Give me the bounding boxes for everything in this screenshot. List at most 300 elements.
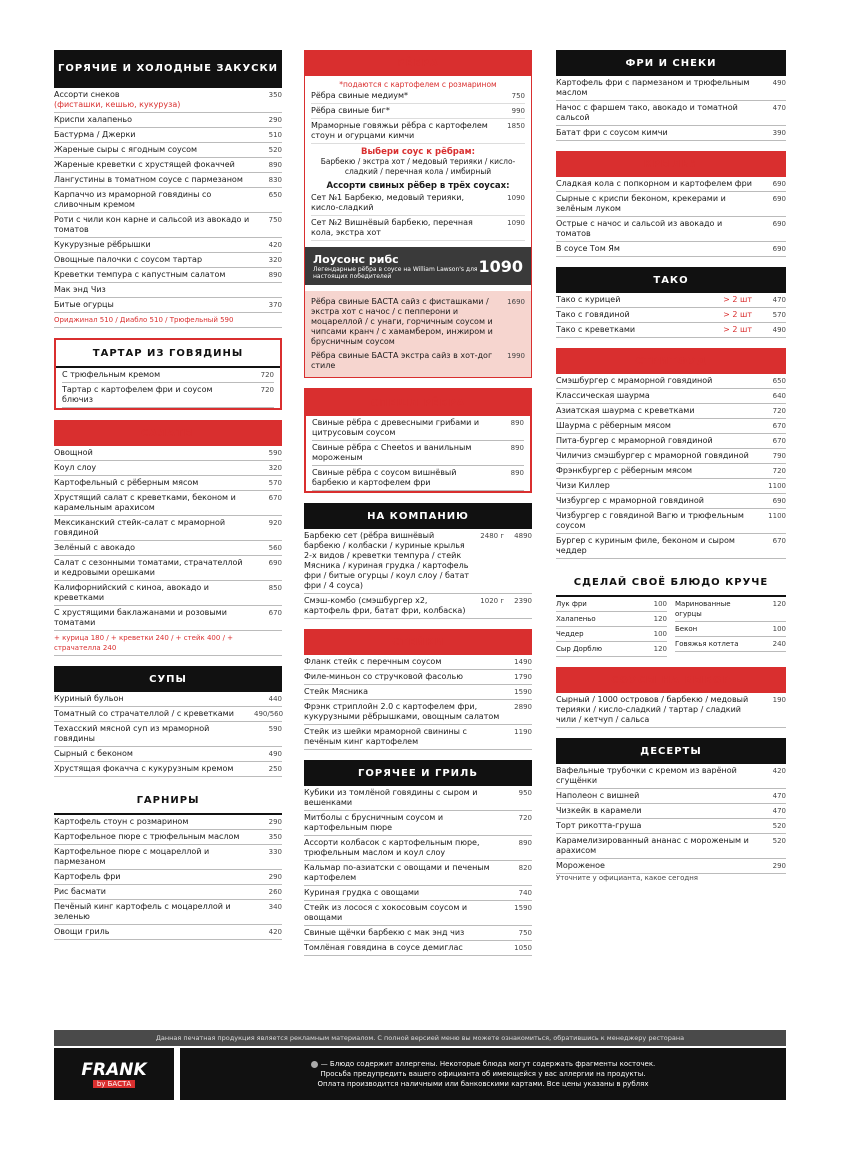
menu-item — [556, 804, 786, 819]
brand-logo — [54, 1048, 174, 1100]
menu-item — [556, 859, 786, 874]
mac-variants: Ориджинал 510 / Диабло 510 / Трюфельный 590 — [54, 313, 282, 328]
item-price: 690 — [772, 180, 786, 188]
item-price: 1190 — [514, 728, 532, 736]
item-price: 690 — [772, 497, 786, 505]
footer — [54, 1048, 786, 1100]
banner-title: Лоусонс рибс — [313, 252, 399, 266]
menu-item — [311, 349, 525, 373]
item-name: Коул слоу — [54, 463, 97, 472]
ribs-list — [311, 89, 525, 144]
menu-item — [556, 177, 786, 192]
section-street — [556, 348, 786, 559]
addons-left — [556, 597, 667, 657]
item-name: Тако с курицей — [556, 295, 621, 304]
item-name: Стейк из шейки мраморной свинины с печёным кинг картофелем — [304, 727, 467, 746]
menu-item — [556, 534, 786, 559]
item-name: Овощной — [54, 448, 93, 457]
item-price: 350 — [268, 833, 282, 841]
item-price: 1690 — [507, 298, 525, 306]
sauces-row — [556, 693, 786, 728]
section-title: ТАКО — [556, 267, 786, 293]
item-name: Митболы с брусничным соусом и картофельным пюре — [304, 813, 444, 832]
sauces-text: Сырный / 1000 островов / барбекю / медовый терияки / кисло-сладкий / тартар / сладкий чили / кетчуп / сальса — [556, 695, 749, 724]
item-price: 100 — [772, 625, 786, 633]
section-special-ribs — [304, 388, 532, 493]
street-list — [556, 374, 786, 559]
item-name: Рёбра свиные БАСТА экстра сайз в хот-дог стиле — [311, 351, 493, 370]
footer-note-2: Просьба предупредить вашего официанта об имеющейся у вас аллергии на продукты. — [320, 1070, 646, 1078]
item-name: Кукурузные рёбрышки — [54, 240, 151, 249]
menu-item — [311, 295, 525, 349]
item-name: Техасский мясной суп из мраморной говядины — [54, 724, 210, 743]
item-name: Вафельные трубочки с кремом из варёной сгущёнки — [556, 766, 737, 785]
sauce-list: Барбекю / экстра хот / медовый терияки / кисло-сладкий / перечная кола / имбирный — [320, 157, 516, 176]
section-hot-cold — [54, 50, 282, 328]
menu-item — [54, 283, 282, 298]
item-price: 120 — [653, 645, 667, 653]
item-price: 520 — [772, 822, 786, 830]
item-name: Филе-миньон со стручковой фасолью — [304, 672, 463, 681]
item-name: Битые огурцы — [54, 300, 114, 309]
item-price: 1850 — [507, 122, 525, 130]
item-price: 890 — [268, 271, 282, 279]
section-title: СДЕЛАЙ СВОЁ БЛЮДО КРУЧЕ — [556, 569, 786, 597]
item-price: 890 — [510, 419, 524, 427]
item-price: 690 — [772, 245, 786, 253]
item-price: 750 — [518, 929, 532, 937]
section-title: ГОРЯЧЕЕ И ГРИЛЬ — [304, 760, 532, 786]
menu-item — [304, 655, 532, 670]
item-name: С хрустящими баклажанами и розовыми томатами — [54, 608, 227, 627]
footer-note-3: Оплата производится наличными или банковскими картами. Все цены указаны в рублях — [317, 1080, 649, 1088]
menu-item — [54, 925, 282, 940]
menu-item — [54, 581, 282, 606]
qty-badge: > 2 шт — [723, 295, 752, 304]
menu-item — [556, 419, 786, 434]
sauce-title: Выбери соус к рёбрам: — [361, 147, 475, 157]
menu-item — [675, 637, 786, 652]
item-price: 790 — [772, 452, 786, 460]
item-name: Томатный со страчателлой / с креветками — [54, 709, 234, 718]
item-name: Бекон — [675, 625, 698, 633]
section-soups — [54, 666, 282, 777]
item-name: Мороженое — [556, 861, 605, 870]
menu-item — [304, 941, 532, 956]
item-name: Пита-бургер с мраморной говядиной — [556, 436, 713, 445]
item-price: 670 — [772, 437, 786, 445]
item-name: Картофельное пюре с моцареллой и пармезаном — [54, 847, 210, 866]
menu-item — [54, 845, 282, 870]
section-title: САЛАТЫ — [54, 420, 282, 446]
menu-item — [54, 213, 282, 238]
item-name: Батат фри с соусом кимчи — [556, 128, 668, 137]
section-title: СТЕЙКИ — [304, 629, 532, 655]
menu-item — [675, 597, 786, 622]
menu-item — [304, 836, 532, 861]
item-price: 560 — [268, 544, 282, 552]
item-name: Сладкая кола с попкорном и картофелем фри — [556, 179, 752, 188]
menu-item — [311, 89, 525, 104]
item-name: Зелёный с авокадо — [54, 543, 135, 552]
section-wings — [556, 151, 786, 257]
item-name: Говяжья котлета — [675, 640, 739, 648]
item-name: Мексиканский стейк-салат с мраморной говядиной — [54, 518, 226, 537]
menu-item — [62, 368, 274, 383]
item-name: Сырный с беконом — [54, 749, 133, 758]
menu-item — [556, 293, 786, 308]
item-name: Свиные рёбра с Cheetos и ванильным мороженым — [312, 443, 472, 462]
item-price: 720 — [772, 407, 786, 415]
menu-item — [556, 479, 786, 494]
item-name: Смэшбургер с мраморной говядиной — [556, 376, 713, 385]
section-title: СТРИТФУД — [556, 348, 786, 374]
menu-item — [304, 901, 532, 926]
item-name: Салат с сезонными томатами, страчателлой и кедровыми орешками — [54, 558, 243, 577]
item-name: Чизи Киллер — [556, 481, 610, 490]
item-name: Карпаччо из мраморной говядины со сливочным кремом — [54, 190, 212, 209]
menu-item — [556, 374, 786, 389]
item-price: 250 — [268, 765, 282, 773]
menu-item — [304, 861, 532, 886]
menu-item — [54, 238, 282, 253]
item-price: 420 — [772, 767, 786, 775]
section-title: ГОРЯЧИЕ И ХОЛОДНЫЕ ЗАКУСКИ — [54, 50, 282, 88]
menu-item — [54, 476, 282, 491]
item-name: Чиличиз смэшбургер с мраморной говядиной — [556, 451, 749, 460]
item-name: Смэш-комбо (смэшбургер х2, картофель фри, батат фри, колбаска) — [304, 596, 466, 615]
menu-item — [304, 811, 532, 836]
item-name: Картофельный с рёберным мясом — [54, 478, 199, 487]
item-price: 390 — [772, 129, 786, 137]
menu-item — [304, 670, 532, 685]
menu-item — [54, 885, 282, 900]
salads-list — [54, 446, 282, 631]
item-subtitle: (фисташки, кешью, кукуруза) — [54, 100, 181, 109]
item-name: Сет №2 Вишнёвый барбекю, перечная кола, экстра хот — [311, 218, 473, 237]
menu-item — [54, 707, 282, 722]
column-middle — [304, 50, 532, 966]
menu-item — [54, 461, 282, 476]
item-name: Хрустящий салат с креветками, беконом и карамельным арахисом — [54, 493, 236, 512]
menu-item — [556, 509, 786, 534]
menu-item — [54, 606, 282, 631]
menu-item — [304, 685, 532, 700]
item-name: Лангустины в томатном соусе с пармезаном — [54, 175, 243, 184]
item-price: 350 — [268, 91, 282, 99]
item-name: Жареные креветки с хрустящей фокаччей — [54, 160, 235, 169]
item-price: 490 — [772, 326, 786, 334]
menu-item — [556, 642, 667, 657]
wings-list — [556, 177, 786, 257]
menu-item — [675, 622, 786, 637]
menu-item — [54, 747, 282, 762]
item-name: С трюфельным кремом — [62, 370, 161, 379]
logo-sub: by БАСТА — [93, 1080, 135, 1088]
section-make-cooler — [556, 569, 786, 657]
addons-right — [675, 597, 786, 657]
desserts-list — [556, 764, 786, 874]
item-name: Креветки темпура с капустным салатом — [54, 270, 226, 279]
item-price: 670 — [268, 609, 282, 617]
item-name: Чеддер — [556, 630, 584, 638]
item-price: 490/560 — [254, 710, 284, 718]
menu-item — [54, 158, 282, 173]
menu-item — [54, 113, 282, 128]
menu-item — [556, 126, 786, 141]
menu-item — [556, 323, 786, 338]
menu-item — [304, 886, 532, 901]
menu-item — [311, 119, 525, 144]
item-price: 1090 — [507, 194, 525, 202]
item-name: Свиные щёчки барбекю с мак энд чиз — [304, 928, 465, 937]
item-name: Тако с говядиной — [556, 310, 630, 319]
menu-item — [311, 216, 525, 241]
item-price: 2390 — [514, 597, 532, 605]
item-name: Печёный кинг картофель с моцареллой и зеленью — [54, 902, 231, 921]
menu-item — [304, 529, 532, 594]
item-price: 260 — [268, 888, 282, 896]
menu-item — [304, 700, 532, 725]
item-name: Тартар с картофелем фри и соусом блючиз — [62, 385, 213, 404]
item-price: 650 — [268, 191, 282, 199]
menu-item — [54, 268, 282, 283]
menu-item — [54, 870, 282, 885]
item-price: 950 — [518, 789, 532, 797]
item-price: 290 — [772, 862, 786, 870]
item-name: Чизкейк в карамели — [556, 806, 642, 815]
menu-item — [54, 173, 282, 188]
item-name: Рёбра свиные БАСТА сайз с фисташками / экстра хот с начос / с пепперони и моцареллой / с унаги, горчичным соусом и чипсами кранч / с хамамбером, инжиром и брусничным соусом — [311, 297, 493, 346]
section-salads — [54, 420, 282, 656]
item-price: 470 — [772, 296, 786, 304]
menu-item — [312, 416, 524, 441]
item-price: 100 — [653, 630, 667, 638]
item-price: 420 — [268, 928, 282, 936]
section-company — [304, 503, 532, 619]
item-name: Тако с креветками — [556, 325, 636, 334]
section-title: ФРИ И СНЕКИ — [556, 50, 786, 76]
item-name: Сырные с криспи беконом, крекерами и зелёным луком — [556, 194, 726, 213]
item-name: Фланк стейк с перечным соусом — [304, 657, 442, 666]
menu-item — [556, 404, 786, 419]
menu-item — [54, 722, 282, 747]
item-price: 120 — [653, 615, 667, 623]
menu-item — [556, 819, 786, 834]
item-name: Сыр Дорблю — [556, 645, 602, 653]
item-name: Картофель стоун с розмарином — [54, 817, 189, 826]
section-title: ГАРНИРЫ — [54, 787, 282, 815]
item-name: Картофель фри с пармезаном и трюфельным маслом — [556, 78, 750, 97]
menu-item — [312, 466, 524, 491]
item-price: 490 — [772, 79, 786, 87]
item-price: 890 — [268, 161, 282, 169]
item-name: Мак энд Чиз — [54, 285, 106, 294]
menu-item — [556, 764, 786, 789]
item-price: 470 — [772, 792, 786, 800]
item-price: 650 — [772, 377, 786, 385]
item-name: Острые с начос и сальсой из авокадо и томатов — [556, 219, 723, 238]
menu-item — [311, 104, 525, 119]
menu-item — [556, 597, 667, 612]
allergen-icon — [311, 1061, 318, 1068]
item-price: 890 — [510, 469, 524, 477]
item-name: Ассорти снеков — [54, 90, 120, 99]
item-price: 890 — [518, 839, 532, 847]
menu-item — [556, 76, 786, 101]
menu-item — [54, 516, 282, 541]
item-price: 830 — [268, 176, 282, 184]
item-name: Жареные сыры с ягодным соусом — [54, 145, 198, 154]
steaks-list — [304, 655, 532, 750]
item-name: Шаурма с рёберным мясом — [556, 421, 671, 430]
item-price: 1050 — [514, 944, 532, 952]
item-name: Хрустящая фокачча с кукурузным кремом — [54, 764, 234, 773]
menu-item — [556, 449, 786, 464]
item-name: Калифорнийский с киноа, авокадо и креветками — [54, 583, 210, 602]
fries-list — [556, 76, 786, 141]
footer-notes — [180, 1048, 786, 1100]
item-name: Наполеон с вишней — [556, 791, 640, 800]
section-title: КРЫЛЬЯ — [556, 151, 786, 177]
item-price: 290 — [268, 873, 282, 881]
item-price: 920 — [268, 519, 282, 527]
menu-item — [54, 88, 282, 113]
item-name: Овощные палочки с соусом тартар — [54, 255, 203, 264]
menu-item — [54, 762, 282, 777]
section-desserts — [556, 738, 786, 882]
item-name: Кубики из томлёной говядины с сыром и вешенками — [304, 788, 478, 807]
item-price: 820 — [518, 864, 532, 872]
menu-item — [54, 541, 282, 556]
set-title: Ассорти свиных рёбер в трёх соусах: — [326, 181, 510, 191]
menu-item — [556, 834, 786, 859]
menu-item — [54, 900, 282, 925]
item-name: Бастурма / Джерки — [54, 130, 136, 139]
item-name: Рис басмати — [54, 887, 106, 896]
addons-grid — [556, 597, 786, 657]
banner-subtitle: Легендарные рёбра в соусе на William Lawson's для настоящих победителей — [313, 265, 478, 280]
item-price: 370 — [268, 301, 282, 309]
menu-item — [304, 594, 532, 619]
item-name: Кальмар по-азиатски с овощами и печеным картофелем — [304, 863, 490, 882]
item-price: 850 — [268, 584, 282, 592]
item-name: Куриный бульон — [54, 694, 124, 703]
basta-list — [305, 291, 531, 377]
menu-item — [54, 188, 282, 213]
menu-item — [556, 242, 786, 257]
item-name: Картофельное пюре с трюфельным маслом — [54, 832, 240, 841]
section-sides — [54, 787, 282, 940]
item-price: 4890 — [514, 532, 532, 540]
menu-item — [54, 446, 282, 461]
section-tartar — [54, 338, 282, 410]
item-price: 670 — [772, 537, 786, 545]
ribs-subtitle: *подаются с картофелем с розмарином — [339, 80, 497, 89]
item-price: 1090 — [507, 219, 525, 227]
company-list — [304, 529, 532, 619]
section-title: СУПЫ — [54, 666, 282, 692]
item-name: Халапеньо — [556, 615, 596, 623]
menu-item — [54, 143, 282, 158]
item-price: 470 — [772, 104, 786, 112]
item-price: 590 — [268, 449, 282, 457]
item-weight: 1020 г — [480, 597, 504, 605]
item-name: Фрэнкбургер с рёберным мясом — [556, 466, 693, 475]
tacos-list — [556, 293, 786, 338]
menu-item — [304, 786, 532, 811]
menu-item — [54, 556, 282, 581]
item-name: Азиатская шаурма с креветками — [556, 406, 695, 415]
section-sauces — [556, 667, 786, 728]
menu-item — [54, 253, 282, 268]
item-price: 340 — [268, 903, 282, 911]
section-grill — [304, 760, 532, 956]
menu-item — [54, 128, 282, 143]
section-tacos — [556, 267, 786, 338]
item-name: Барбекю сет (рёбра вишнёвый барбекю / колбаски / куриные крылья 2-х видов / креветки темпура / стейк Мясника / куриная грудка / картофель фри / битые огурцы / коул слоу / батат фри / 4 соуса) — [304, 531, 470, 590]
item-price: 1590 — [514, 904, 532, 912]
item-price: 750 — [268, 216, 282, 224]
item-name: Бургер с куриным филе, беконом и сыром чеддер — [556, 536, 735, 555]
menu-item — [312, 441, 524, 466]
item-price: 590 — [268, 725, 282, 733]
item-name: Фрэнк стриплойн 2.0 с картофелем фри, кукурузными рёбрышками, овощным салатом — [304, 702, 500, 721]
item-name: Маринованные огурцы — [675, 600, 731, 618]
item-price: 1790 — [514, 673, 532, 681]
hot-list — [54, 88, 282, 313]
item-name: Сет №1 Барбекю, медовый терияки, кисло-сладкий — [311, 193, 465, 212]
banner-price: 1090 — [478, 256, 523, 276]
menu-item — [311, 191, 525, 216]
sides-list — [54, 815, 282, 940]
item-price: 440 — [268, 695, 282, 703]
item-price: 420 — [268, 241, 282, 249]
item-price: 320 — [268, 256, 282, 264]
menu-item — [304, 926, 532, 941]
salad-addons: + курица 180 / + креветки 240 / + стейк 400 / + страчателла 240 — [54, 631, 282, 656]
item-price: 690 — [772, 195, 786, 203]
item-name: Роти с чили кон карне и сальсой из авокадо и томатов — [54, 215, 250, 234]
item-name: Ассорти колбасок с картофельным пюре, трюфельным маслом и коул слоу — [304, 838, 480, 857]
item-name: Томлёная говядина в соусе демиглас — [304, 943, 463, 952]
item-name: Куриная грудка с овощами — [304, 888, 420, 897]
item-price: 690 — [772, 220, 786, 228]
item-name: Лук фри — [556, 600, 587, 608]
menu-item — [556, 389, 786, 404]
item-price: 2890 — [514, 703, 532, 711]
menu-item — [54, 298, 282, 313]
item-price: 290 — [268, 116, 282, 124]
item-price: 670 — [772, 422, 786, 430]
menu-item — [556, 627, 667, 642]
item-price: 320 — [268, 464, 282, 472]
section-steaks — [304, 629, 532, 750]
section-title: НА КОМПАНИЮ — [304, 503, 532, 529]
footer-note-1: — Блюдо содержит аллергены. Некоторые блюда могут содержать фрагменты косточек. — [320, 1060, 656, 1068]
menu-item — [556, 789, 786, 804]
item-name: Классическая шаурма — [556, 391, 650, 400]
section-title: СПЕШЛ РЁБРА — [306, 390, 530, 416]
item-name: Мраморные говяжьи рёбра с картофелем стоун и огурцами кимчи — [311, 121, 488, 140]
item-name: Свиные рёбра с соусом вишнёвый барбекю и картофелем фри — [312, 468, 457, 487]
item-price: 690 — [268, 559, 282, 567]
menu-item — [556, 192, 786, 217]
item-price: 470 — [772, 807, 786, 815]
column-right — [556, 50, 786, 892]
item-price: 1100 — [768, 482, 786, 490]
qty-badge: > 2 шт — [723, 310, 752, 319]
